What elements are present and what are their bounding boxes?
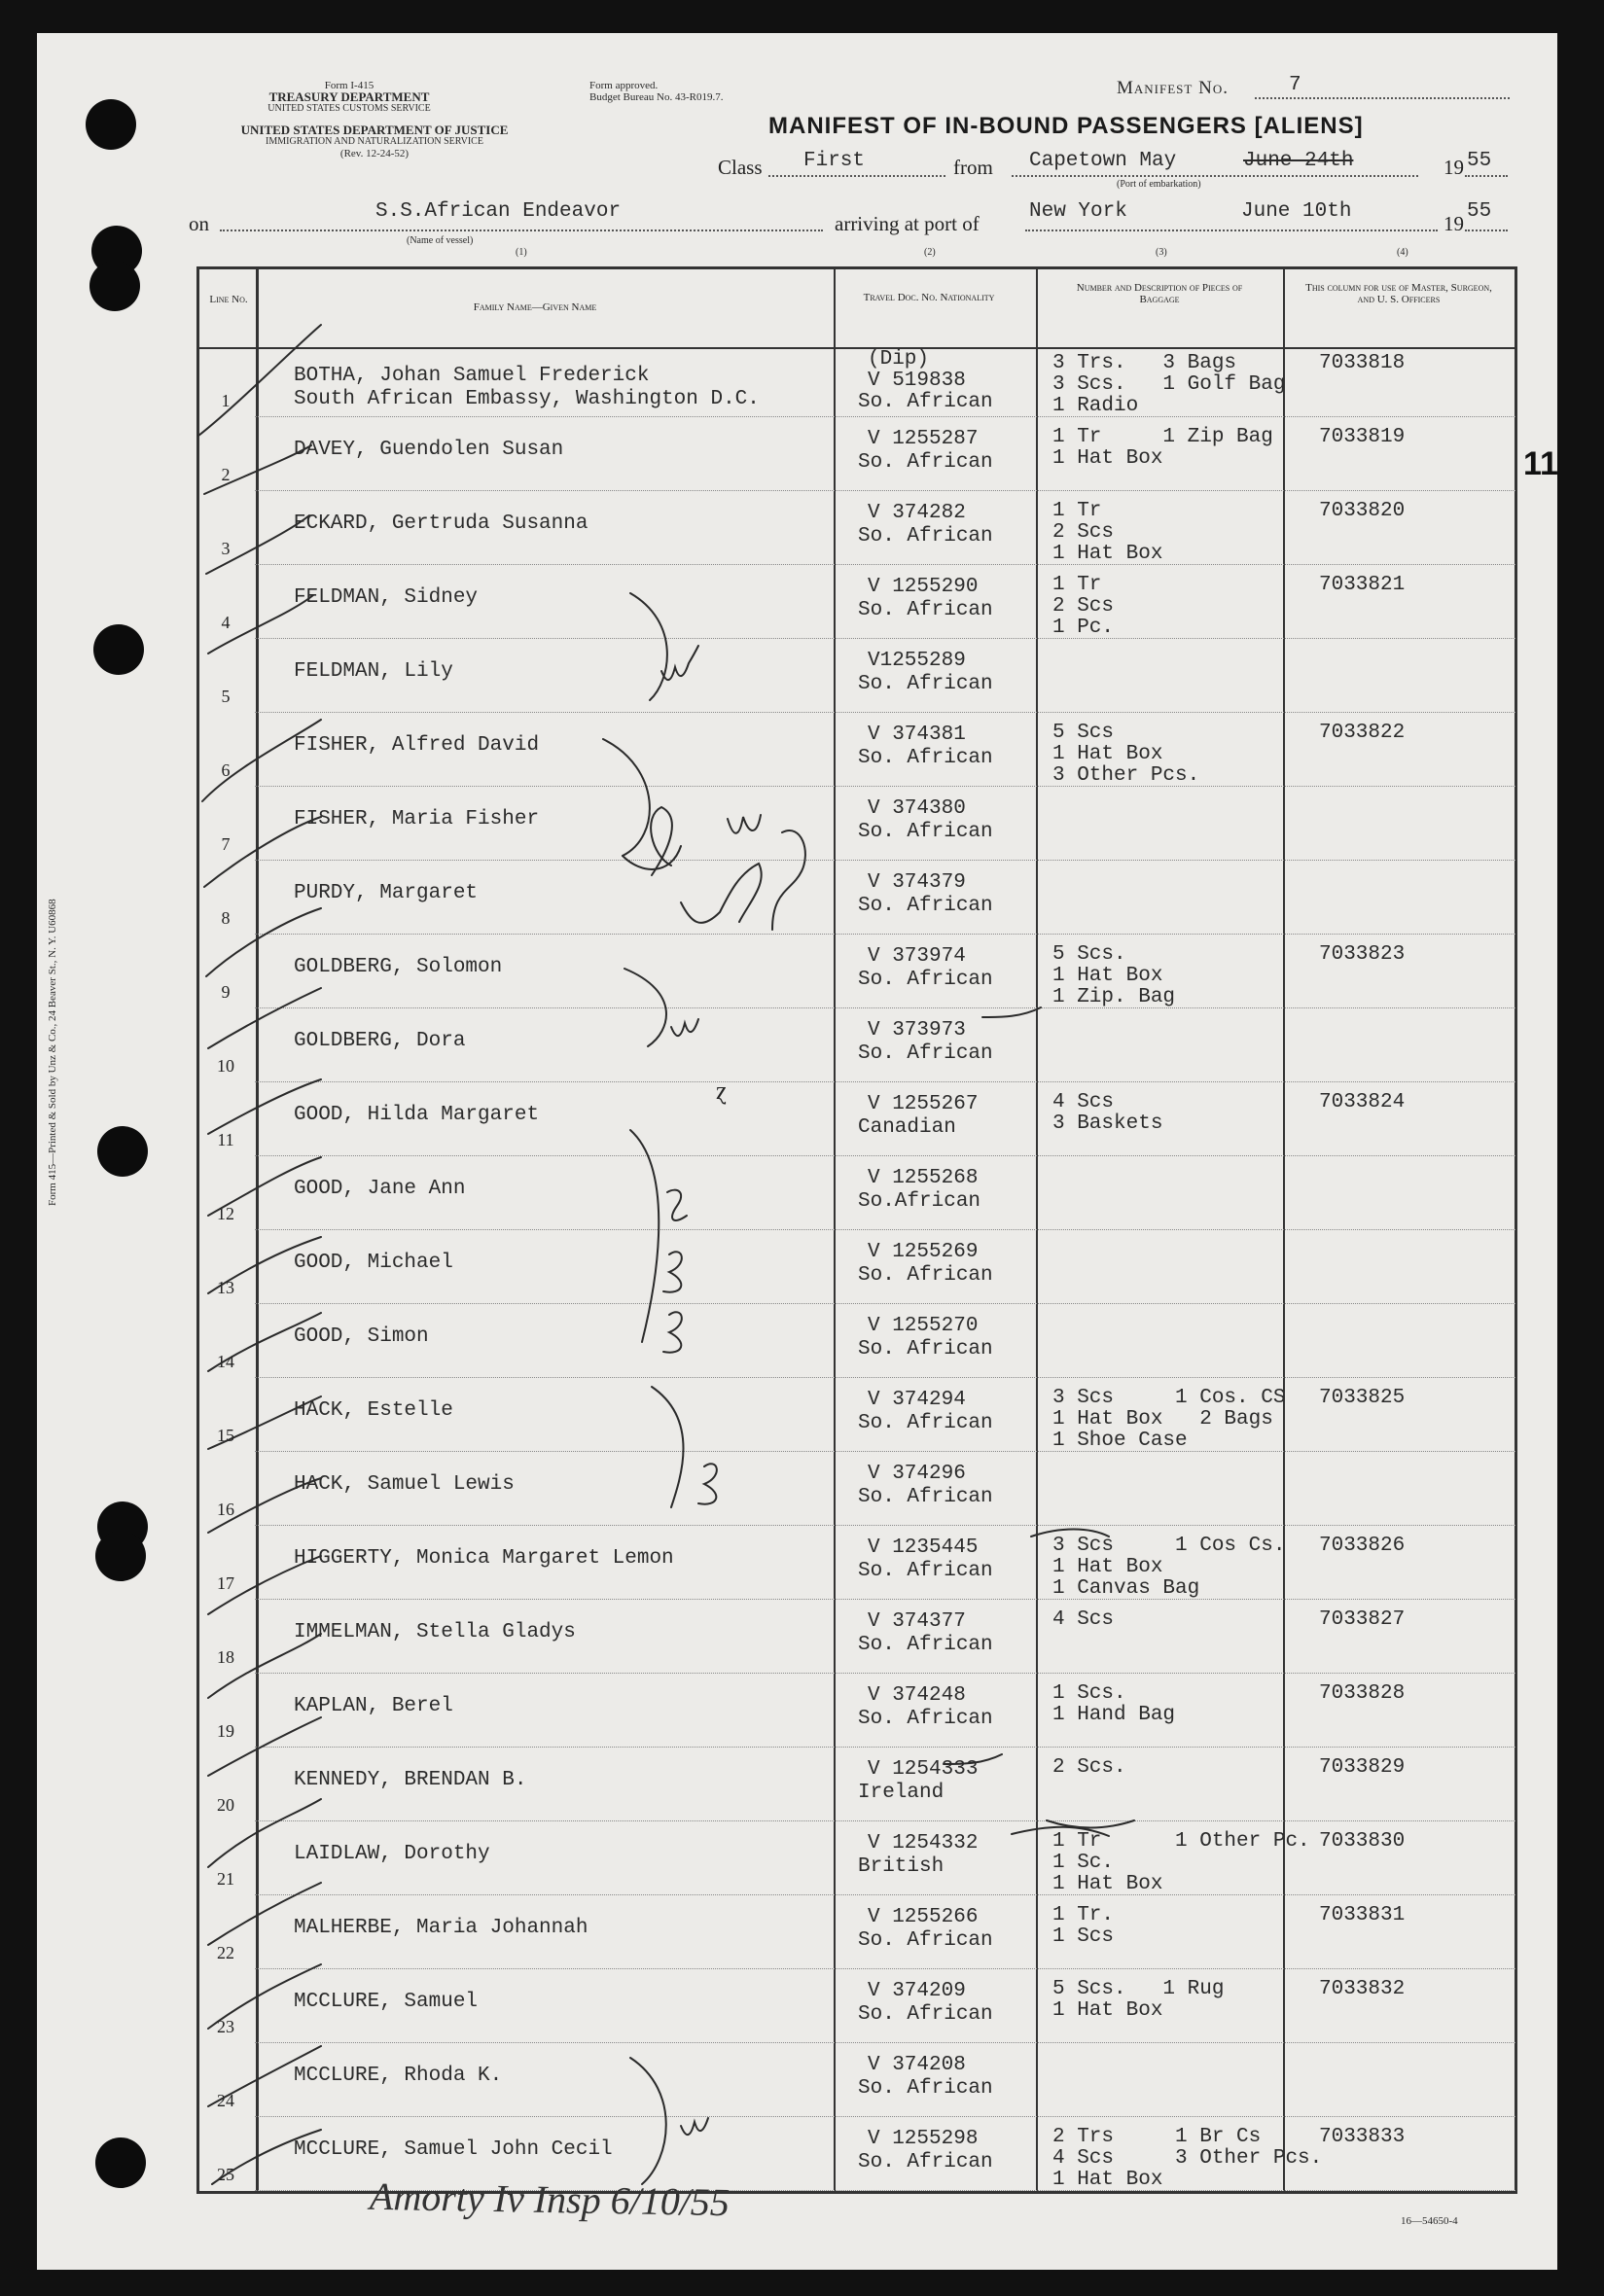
baggage-item: 1 Zip. Bag xyxy=(1052,986,1176,1008)
line-number: 5 xyxy=(221,687,231,706)
officer-number: 7033821 xyxy=(1319,574,1406,596)
nationality: So. African xyxy=(858,1042,993,1065)
line-number: 8 xyxy=(221,908,231,928)
passenger-name: HIGGERTY, Monica Margaret Lemon xyxy=(294,1547,674,1570)
inspector-signature: Amorty Iv Insp 6/10/55 xyxy=(369,2173,731,2225)
baggage-item: 1 Hat Box xyxy=(1052,447,1163,470)
revision: (Rev. 12-24-52) xyxy=(339,148,410,159)
punch-hole xyxy=(97,1126,148,1177)
nationality: So. African xyxy=(858,2077,993,2100)
officer-number: 7033831 xyxy=(1319,1904,1406,1926)
table-row xyxy=(196,937,1517,1011)
travel-doc-number: V 1255298 xyxy=(868,2128,979,2150)
year-prefix-2: 19 xyxy=(1444,212,1464,235)
line-number: 12 xyxy=(217,1204,234,1223)
table-row xyxy=(196,1011,1517,1085)
line-number: 13 xyxy=(217,1278,234,1297)
passenger-name: FISHER, Maria Fisher xyxy=(294,808,540,830)
baggage-item: 3 Scs 1 Cos Cs. xyxy=(1052,1535,1286,1557)
passenger-name: DAVEY, Guendolen Susan xyxy=(294,439,564,461)
from-port: Capetown May xyxy=(1029,150,1177,172)
line-number: 9 xyxy=(221,982,231,1002)
table-row xyxy=(196,864,1517,937)
nationality: So. African xyxy=(858,969,993,991)
line-number: 14 xyxy=(217,1352,234,1371)
travel-doc-number: V 519838 xyxy=(868,370,966,392)
year-value: 55 xyxy=(1467,150,1492,172)
nationality: So. African xyxy=(858,1560,993,1582)
travel-doc-number: V 1255266 xyxy=(868,1906,979,1928)
col-4-marker: (4) xyxy=(1397,247,1408,258)
officer-number: 7033829 xyxy=(1319,1756,1406,1779)
line-number: 17 xyxy=(217,1573,234,1593)
baggage-item: 1 Hat Box xyxy=(1052,1999,1163,2022)
header-family-name: Family Name—Given Name xyxy=(473,301,597,313)
travel-doc-number: V 374296 xyxy=(868,1463,966,1485)
form-header-block xyxy=(191,80,508,115)
from-label: from xyxy=(953,156,993,179)
customs-service: UNITED STATES CUSTOMS SERVICE xyxy=(267,103,431,114)
travel-doc-number: V 1255268 xyxy=(868,1167,979,1189)
passenger-name: IMMELMAN, Stella Gladys xyxy=(294,1621,576,1643)
table-row xyxy=(196,1233,1517,1307)
line-number: 4 xyxy=(221,613,231,632)
travel-doc-number: V 1255267 xyxy=(868,1093,979,1115)
arrival-date: June 10th xyxy=(1241,200,1352,223)
officer-number: 7033833 xyxy=(1319,2126,1406,2148)
baggage-item: 1 Hat Box xyxy=(1052,1873,1163,1895)
page-title: MANIFEST OF IN-BOUND PASSENGERS [ALIENS] xyxy=(768,113,1364,139)
table-row xyxy=(196,1455,1517,1529)
baggage-item: 3 Scs. 1 Golf Bag xyxy=(1052,373,1286,396)
vessel-note: (Name of vessel) xyxy=(407,235,474,246)
line-number: 23 xyxy=(217,2017,234,2036)
travel-doc-number: V 373973 xyxy=(868,1019,966,1042)
table-row xyxy=(196,1750,1517,1824)
nationality: British xyxy=(858,1855,945,1878)
baggage-item: 1 Hat Box xyxy=(1052,543,1163,565)
line-number: 10 xyxy=(217,1056,234,1076)
baggage-item: 1 Tr xyxy=(1052,500,1102,522)
class-value: First xyxy=(803,150,866,172)
punch-hole xyxy=(93,624,144,675)
baggage-item: 3 Trs. 3 Bags xyxy=(1052,352,1237,374)
table-row xyxy=(196,1085,1517,1159)
nationality: So. African xyxy=(858,1412,993,1434)
punch-hole xyxy=(95,1531,146,1581)
passenger-name: MCCLURE, Samuel xyxy=(294,1991,479,2013)
nationality: So. African xyxy=(858,1929,993,1952)
baggage-item: 2 Scs. xyxy=(1052,1756,1126,1779)
baggage-item: 1 Pc. xyxy=(1052,617,1115,639)
punch-hole xyxy=(86,99,136,150)
baggage-item: 2 Trs 1 Br Cs xyxy=(1052,2126,1262,2148)
passenger-name: KAPLAN, Berel xyxy=(294,1695,453,1717)
embark-note: (Port of embarkation) xyxy=(1117,179,1201,190)
baggage-item: 4 Scs 3 Other Pcs. xyxy=(1052,2147,1323,2170)
travel-doc-number: V 374282 xyxy=(868,502,966,524)
header-travel-doc: Travel Doc. No. Nationality xyxy=(863,292,995,303)
budget-bureau: Budget Bureau No. 43-R019.7. xyxy=(589,91,724,103)
passenger-name: FISHER, Alfred David xyxy=(294,734,540,757)
table-row xyxy=(196,1529,1517,1603)
baggage-item: 3 Scs 1 Cos. CS xyxy=(1052,1387,1286,1409)
table-row xyxy=(196,1824,1517,1898)
baggage-item: 1 Hand Bag xyxy=(1052,1704,1176,1726)
passenger-name: FELDMAN, Sidney xyxy=(294,586,479,609)
table-row xyxy=(196,642,1517,716)
baggage-item: 1 Tr 1 Zip Bag xyxy=(1052,426,1273,448)
baggage-item: 1 Radio xyxy=(1052,395,1139,417)
col-3-marker: (3) xyxy=(1156,247,1167,258)
arriving-label: arriving at port of xyxy=(835,212,980,235)
officer-number: 7033818 xyxy=(1319,352,1406,374)
baggage-item: 3 Baskets xyxy=(1052,1113,1163,1135)
passenger-name: MCCLURE, Rhoda K. xyxy=(294,2065,503,2087)
justice-dept: UNITED STATES DEPARTMENT OF JUSTICE xyxy=(240,123,509,137)
header-baggage: Number and Description of Pieces of Baggage xyxy=(1076,282,1243,305)
line-number: 6 xyxy=(221,760,231,780)
line-number: 18 xyxy=(217,1647,234,1667)
punch-hole xyxy=(95,2137,146,2188)
nationality: So. African xyxy=(858,1486,993,1508)
passenger-name: PURDY, Margaret xyxy=(294,882,479,904)
nationality: So. African xyxy=(858,391,993,413)
ins-service: IMMIGRATION AND NATURALIZATION SERVICE xyxy=(266,136,483,147)
line-number: 20 xyxy=(217,1795,234,1815)
header-line-no: Line No. xyxy=(209,294,248,305)
travel-doc-number: V 374248 xyxy=(868,1684,966,1707)
side-number: 11 xyxy=(1523,445,1558,482)
manifest-number: 7 xyxy=(1289,74,1301,96)
printer-imprint: Form 415—Printed & Sold by Unz & Co., 24 Beaver St., N. Y. U60868 xyxy=(47,899,58,1206)
header-officers-column: This column for use of Master, Surgeon, and U. S. Officers xyxy=(1305,282,1492,305)
passenger-name: HACK, Samuel Lewis xyxy=(294,1473,515,1496)
table-row xyxy=(196,1307,1517,1381)
justice-block xyxy=(185,124,564,159)
baggage-item: 5 Scs. 1 Rug xyxy=(1052,1978,1225,2000)
from-date: June 24th xyxy=(1243,150,1354,172)
table-row xyxy=(196,716,1517,790)
passenger-name: MCCLURE, Samuel John Cecil xyxy=(294,2138,613,2161)
baggage-item: 5 Scs xyxy=(1052,722,1115,744)
nationality: So. African xyxy=(858,599,993,621)
line-number: 11 xyxy=(217,1130,234,1149)
table-row xyxy=(196,790,1517,864)
baggage-item: 1 Hat Box 2 Bags xyxy=(1052,1408,1273,1431)
officer-number: 7033820 xyxy=(1319,500,1406,522)
form-number: Form I-415 xyxy=(324,80,374,91)
nationality: So. African xyxy=(858,1264,993,1287)
travel-doc-number: V 1255269 xyxy=(868,1241,979,1263)
travel-doc-number: V 1254333 xyxy=(868,1758,979,1781)
punch-hole xyxy=(89,261,140,311)
baggage-item: 3 Other Pcs. xyxy=(1052,764,1200,787)
nationality: Canadian xyxy=(858,1116,956,1139)
travel-doc-number: V 374377 xyxy=(868,1610,966,1633)
baggage-item: 1 Hat Box xyxy=(1052,2169,1163,2191)
travel-doc-number: V 374379 xyxy=(868,871,966,894)
line-number: 2 xyxy=(221,465,231,484)
travel-doc-number: V 374209 xyxy=(868,1980,966,2002)
travel-doc-number: V 374380 xyxy=(868,797,966,820)
baggage-item: 1 Scs xyxy=(1052,1925,1115,1948)
year-value-2: 55 xyxy=(1467,200,1492,223)
nationality: So. African xyxy=(858,1634,993,1656)
officer-number: 7033819 xyxy=(1319,426,1406,448)
line-number: 22 xyxy=(217,1943,234,1962)
line-number: 7 xyxy=(221,834,231,854)
travel-doc-number: V 1254332 xyxy=(868,1832,979,1854)
passenger-name: GOOD, Hilda Margaret xyxy=(294,1104,540,1126)
table-row xyxy=(196,420,1517,494)
passenger-name: GOOD, Jane Ann xyxy=(294,1178,466,1200)
baggage-item: 1 Hat Box xyxy=(1052,743,1163,765)
nationality: So. African xyxy=(858,747,993,769)
passenger-address: South African Embassy, Washington D.C. xyxy=(294,388,760,410)
table-row xyxy=(196,1603,1517,1677)
col-2-marker: (2) xyxy=(924,247,936,258)
nationality: So. African xyxy=(858,451,993,474)
table-row xyxy=(196,1159,1517,1233)
travel-doc-number: V 1255270 xyxy=(868,1315,979,1337)
line-number: 19 xyxy=(217,1721,234,1741)
officer-number: 7033823 xyxy=(1319,943,1406,966)
travel-doc-number: V 373974 xyxy=(868,945,966,968)
col-1-marker: (1) xyxy=(516,247,527,258)
nationality: So. African xyxy=(858,821,993,843)
table-row xyxy=(196,1972,1517,2046)
officer-number: 7033822 xyxy=(1319,722,1406,744)
passenger-name: ECKARD, Gertruda Susanna xyxy=(294,512,588,535)
form-approved: Form approved. xyxy=(589,80,659,91)
budget-block xyxy=(589,80,723,103)
line-number: 3 xyxy=(221,539,231,558)
nationality: So. African xyxy=(858,2151,993,2173)
table-row xyxy=(196,346,1517,420)
passenger-name: GOOD, Simon xyxy=(294,1325,429,1348)
line-number: 15 xyxy=(217,1426,234,1445)
nationality: So. African xyxy=(858,895,993,917)
baggage-item: 1 Tr xyxy=(1052,574,1102,596)
passenger-name: BOTHA, Johan Samuel Frederick xyxy=(294,365,650,387)
line-number: 25 xyxy=(217,2165,234,2184)
table-row xyxy=(196,2046,1517,2120)
line-number: 21 xyxy=(217,1869,234,1889)
travel-doc-number: V 1255287 xyxy=(868,428,979,450)
travel-doc-number: V 374208 xyxy=(868,2054,966,2076)
baggage-item: 1 Tr 1 Other Pc. xyxy=(1052,1830,1310,1853)
officer-number: 7033825 xyxy=(1319,1387,1406,1409)
baggage-item: 5 Scs. xyxy=(1052,943,1126,966)
officer-number: 7033824 xyxy=(1319,1091,1406,1113)
baggage-item: 2 Scs xyxy=(1052,595,1115,618)
baggage-item: 1 Tr. xyxy=(1052,1904,1115,1926)
year-prefix: 19 xyxy=(1444,156,1464,179)
passenger-name: FELDMAN, Lily xyxy=(294,660,453,683)
table-row xyxy=(196,1898,1517,1972)
table-row xyxy=(196,568,1517,642)
passenger-name: HACK, Estelle xyxy=(294,1399,453,1422)
nationality: So. African xyxy=(858,1338,993,1360)
table-row xyxy=(196,1381,1517,1455)
officer-number: 7033827 xyxy=(1319,1608,1406,1631)
table-row xyxy=(196,1677,1517,1750)
nationality: So. African xyxy=(858,525,993,548)
baggage-item: 2 Scs xyxy=(1052,521,1115,544)
officer-number: 7033828 xyxy=(1319,1682,1406,1705)
travel-doc-number: V 374294 xyxy=(868,1389,966,1411)
nationality: So. African xyxy=(858,673,993,695)
baggage-item: 1 Canvas Bag xyxy=(1052,1577,1200,1600)
travel-doc-number: V 1255290 xyxy=(868,576,979,598)
travel-doc-number: V 1235445 xyxy=(868,1537,979,1559)
baggage-item: 1 Scs. xyxy=(1052,1682,1126,1705)
passenger-name: KENNEDY, BRENDAN B. xyxy=(294,1769,527,1791)
nationality: So.African xyxy=(858,1190,981,1213)
manifest-label: Manifest No. xyxy=(1117,78,1229,98)
passenger-name: GOLDBERG, Solomon xyxy=(294,956,503,978)
class-label: Class xyxy=(718,156,763,179)
line-number: 24 xyxy=(217,2091,234,2110)
baggage-item: 4 Scs xyxy=(1052,1091,1115,1113)
svg-text:ɀ: ɀ xyxy=(716,1077,728,1105)
officer-number: 7033832 xyxy=(1319,1978,1406,2000)
baggage-item: 1 Hat Box xyxy=(1052,1556,1163,1578)
line-number: 1 xyxy=(221,391,231,410)
travel-doc-number: V 374381 xyxy=(868,724,966,746)
nationality: So. African xyxy=(858,1708,993,1730)
table-row xyxy=(196,494,1517,568)
line-number: 16 xyxy=(217,1500,234,1519)
passenger-name: GOLDBERG, Dora xyxy=(294,1030,466,1052)
nationality: So. African xyxy=(858,2003,993,2026)
passenger-name: LAIDLAW, Dorothy xyxy=(294,1843,490,1865)
on-label: on xyxy=(189,212,209,235)
arrival-port: New York xyxy=(1029,200,1127,223)
passenger-name: MALHERBE, Maria Johannah xyxy=(294,1917,588,1939)
travel-doc-note: (Dip) xyxy=(868,348,930,371)
passenger-name: GOOD, Michael xyxy=(294,1252,453,1274)
travel-doc-number: V1255289 xyxy=(868,650,966,672)
baggage-item: 1 Shoe Case xyxy=(1052,1430,1188,1452)
baggage-item: 1 Hat Box xyxy=(1052,965,1163,987)
officer-number: 7033830 xyxy=(1319,1830,1406,1853)
nationality: Ireland xyxy=(858,1782,945,1804)
baggage-item: 4 Scs xyxy=(1052,1608,1115,1631)
department: TREASURY DEPARTMENT xyxy=(268,89,430,104)
officer-number: 7033826 xyxy=(1319,1535,1406,1557)
baggage-item: 1 Sc. xyxy=(1052,1852,1115,1874)
footer-code: 16—54650-4 xyxy=(1401,2215,1458,2227)
vessel-name: S.S.African Endeavor xyxy=(375,200,622,223)
